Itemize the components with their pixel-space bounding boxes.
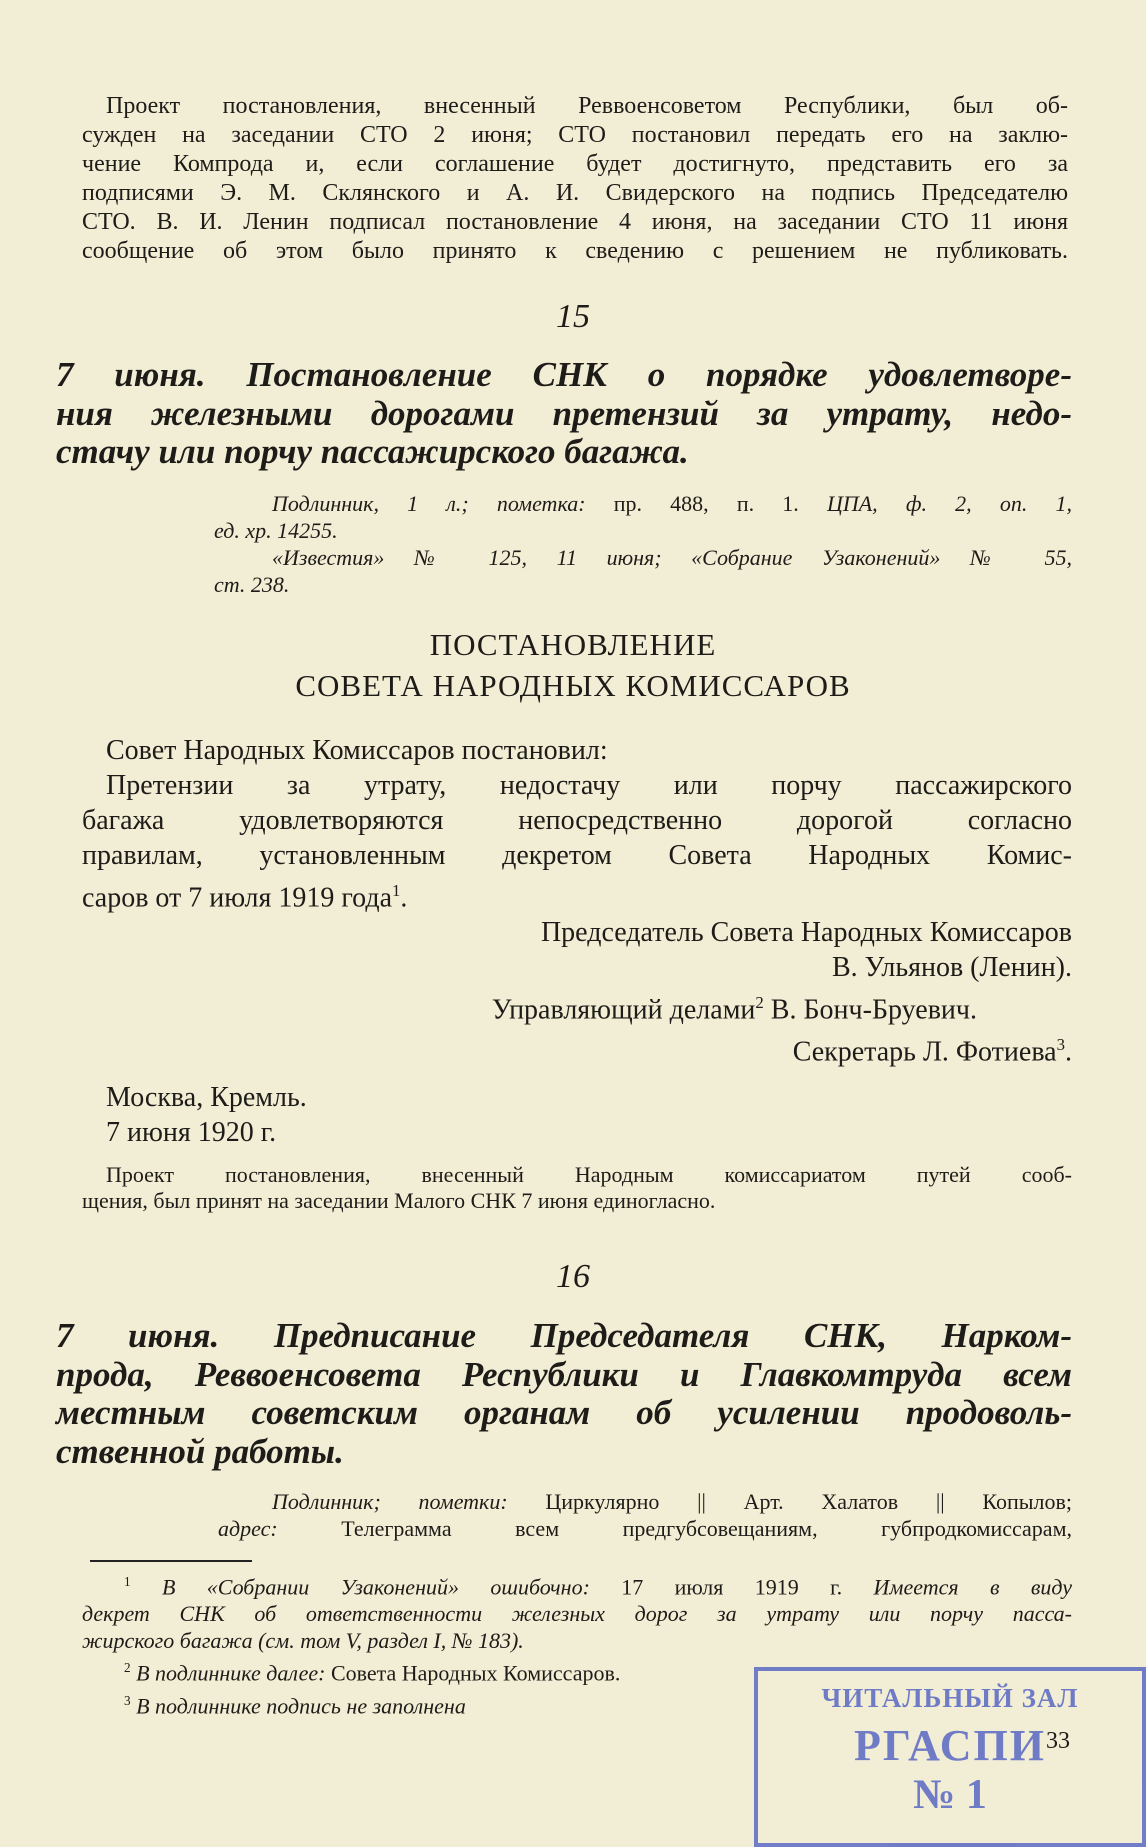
document-heading <box>56 356 1072 472</box>
signature-line: Председатель Совета Народных Комиссаров <box>540 917 1072 948</box>
stamp-text: ЧИТАЛЬНЫЙ ЗАЛ <box>821 1683 1079 1713</box>
source-text: Подлинник; пометки: <box>272 1489 508 1514</box>
title-line: ПОСТАНОВЛЕНИЕ <box>429 627 717 662</box>
place-date <box>106 1080 307 1150</box>
intro-paragraph <box>82 92 1068 266</box>
footnote-text: 17 июля 1919 г. <box>589 1574 874 1600</box>
signature-name: В. Бонч-Бруевич. <box>763 994 977 1026</box>
signature-line: В. Ульянов (Ленин). <box>832 952 1072 983</box>
source-text: ед. хр. 14255. <box>214 518 338 543</box>
source-text: пр. 488, п. 1. <box>585 491 827 516</box>
text-line: Проект постановления, внесенный Реввоенсоветом Республики, был об- <box>106 93 1068 119</box>
text-line: СТО. В. И. Ленин подписал постановление 4 июня, на заседании СТО 11 июня <box>82 209 1068 235</box>
footnote-number: 3 <box>124 1692 131 1708</box>
source-text: Подлинник, 1 л.; пометка: <box>272 491 586 516</box>
heading-line: 7 июня. Предписание Председателя СНК, Нарком- <box>56 1316 1072 1355</box>
footnote-ref[interactable]: 1 <box>392 881 401 900</box>
source-text: Телеграмма всем предгубсовещаниям, губпродкомиссарам, <box>277 1516 1072 1541</box>
signature-punct: . <box>1065 1036 1072 1068</box>
footnote-text: В подлиннике далее: <box>136 1660 326 1686</box>
signatures <box>492 915 1072 1070</box>
stamp-text: № 1 <box>913 1772 987 1818</box>
heading-line: ния железными дорогами претензий за утрату, недо- <box>56 393 1072 433</box>
document-number: 15 <box>556 298 590 335</box>
footnote-text: В «Собрании Узаконений» ошибочно: <box>161 1574 590 1600</box>
body-line: саров от 7 июля 1919 года <box>82 882 392 914</box>
footnote-text: В подлиннике подпись не заполнена <box>136 1692 466 1718</box>
footnote-ref[interactable]: 3 <box>1056 1035 1065 1055</box>
body-line: Претензии за утрату, недостачу или порчу пассажирского <box>106 770 1072 801</box>
source-text: Циркулярно || Арт. Халатов || Копылов; <box>507 1489 1072 1514</box>
source-reference <box>214 490 1072 598</box>
source-reference <box>218 1488 1072 1542</box>
archive-stamp <box>754 1667 1146 1847</box>
heading-line: стачу или порчу пассажирского багажа. <box>56 432 689 471</box>
footnote-text: Совета Народных Комиссаров. <box>325 1660 621 1686</box>
heading-line: прода, Реввоенсовета Республики и Главкомтруда всем <box>56 1354 1072 1394</box>
decree-body: Совет Народных Комиссаров постановил: Претензии за утрату, недостачу или порчу пассажирского багажа удовлетворяются непосредственно дорогой согласно правилам, установленным декретом Совета Народных Комис- саров от 7 июля 1919 года$^1$. <box>82 735 1072 914</box>
date: 7 июня 1920 г. <box>106 1117 277 1148</box>
heading-line: ственной работы. <box>56 1431 344 1471</box>
title-line: СОВЕТА НАРОДНЫХ КОМИССАРОВ <box>295 668 851 703</box>
footnote-number: 2 <box>124 1660 131 1676</box>
source-text: ЦПА, ф. 2, оп. 1, <box>826 491 1073 516</box>
footnote-ref[interactable]: 2 <box>755 993 764 1012</box>
note-line: щения, был принят на заседании Малого СНК 7 июня единогласно. <box>82 1188 716 1213</box>
place: Москва, Кремль. <box>106 1082 307 1113</box>
text-line: сообщение об этом было принято к сведению с решением не публиковать. <box>82 238 1068 264</box>
footnote-text: жирского багажа (см. том V, раздел I, № 183). <box>82 1628 524 1654</box>
signature-line: Секретарь Л. Фотиева <box>792 1036 1057 1068</box>
editorial-note <box>82 1162 1072 1214</box>
text-line: сужден на заседании СТО 2 июня; СТО постановил передать его на заклю- <box>82 122 1068 148</box>
note-line: Проект постановления, внесенный Народным комиссариатом путей сооб- <box>106 1162 1072 1187</box>
stamp-text: РГАСПИ <box>854 1721 1046 1770</box>
text-line: подписями Э. М. Склянского и А. И. Свидерского на подпись Председателю <box>82 180 1068 206</box>
footnote-divider <box>90 1560 252 1562</box>
source-text: ст. 238. <box>214 572 290 597</box>
document-number: 16 <box>556 1258 590 1295</box>
source-text: «Известия» № 125, 11 июня; «Собрание Узаконений» № 55, <box>272 545 1072 570</box>
decree-title <box>0 624 1146 706</box>
body-line: багажа удовлетворяются непосредственно дорогой согласно <box>82 805 1072 836</box>
footnote-number: 1 <box>124 1574 131 1589</box>
signature-line: Управляющий делами <box>491 994 756 1026</box>
heading-line: 7 июня. Постановление СНК о порядке удовлетворе- <box>56 355 1072 394</box>
body-line: Совет Народных Комиссаров постановил: <box>106 735 608 766</box>
text-line: чение Компрода и, если соглашение будет достигнуто, представить его за <box>82 151 1068 177</box>
footnote-text: декрет СНК об ответственности железных дорог за утрату или порчу пасса- <box>82 1601 1072 1627</box>
body-line: правилам, установленным декретом Совета Народных Комис- <box>82 840 1072 871</box>
document-heading <box>56 1317 1072 1471</box>
page-number: 33 <box>1046 1728 1070 1754</box>
footnote-text: Имеется в виду <box>873 1574 1073 1600</box>
heading-line: местным советским органам об усилении продоволь- <box>56 1393 1072 1432</box>
source-text: адрес: <box>218 1516 278 1541</box>
